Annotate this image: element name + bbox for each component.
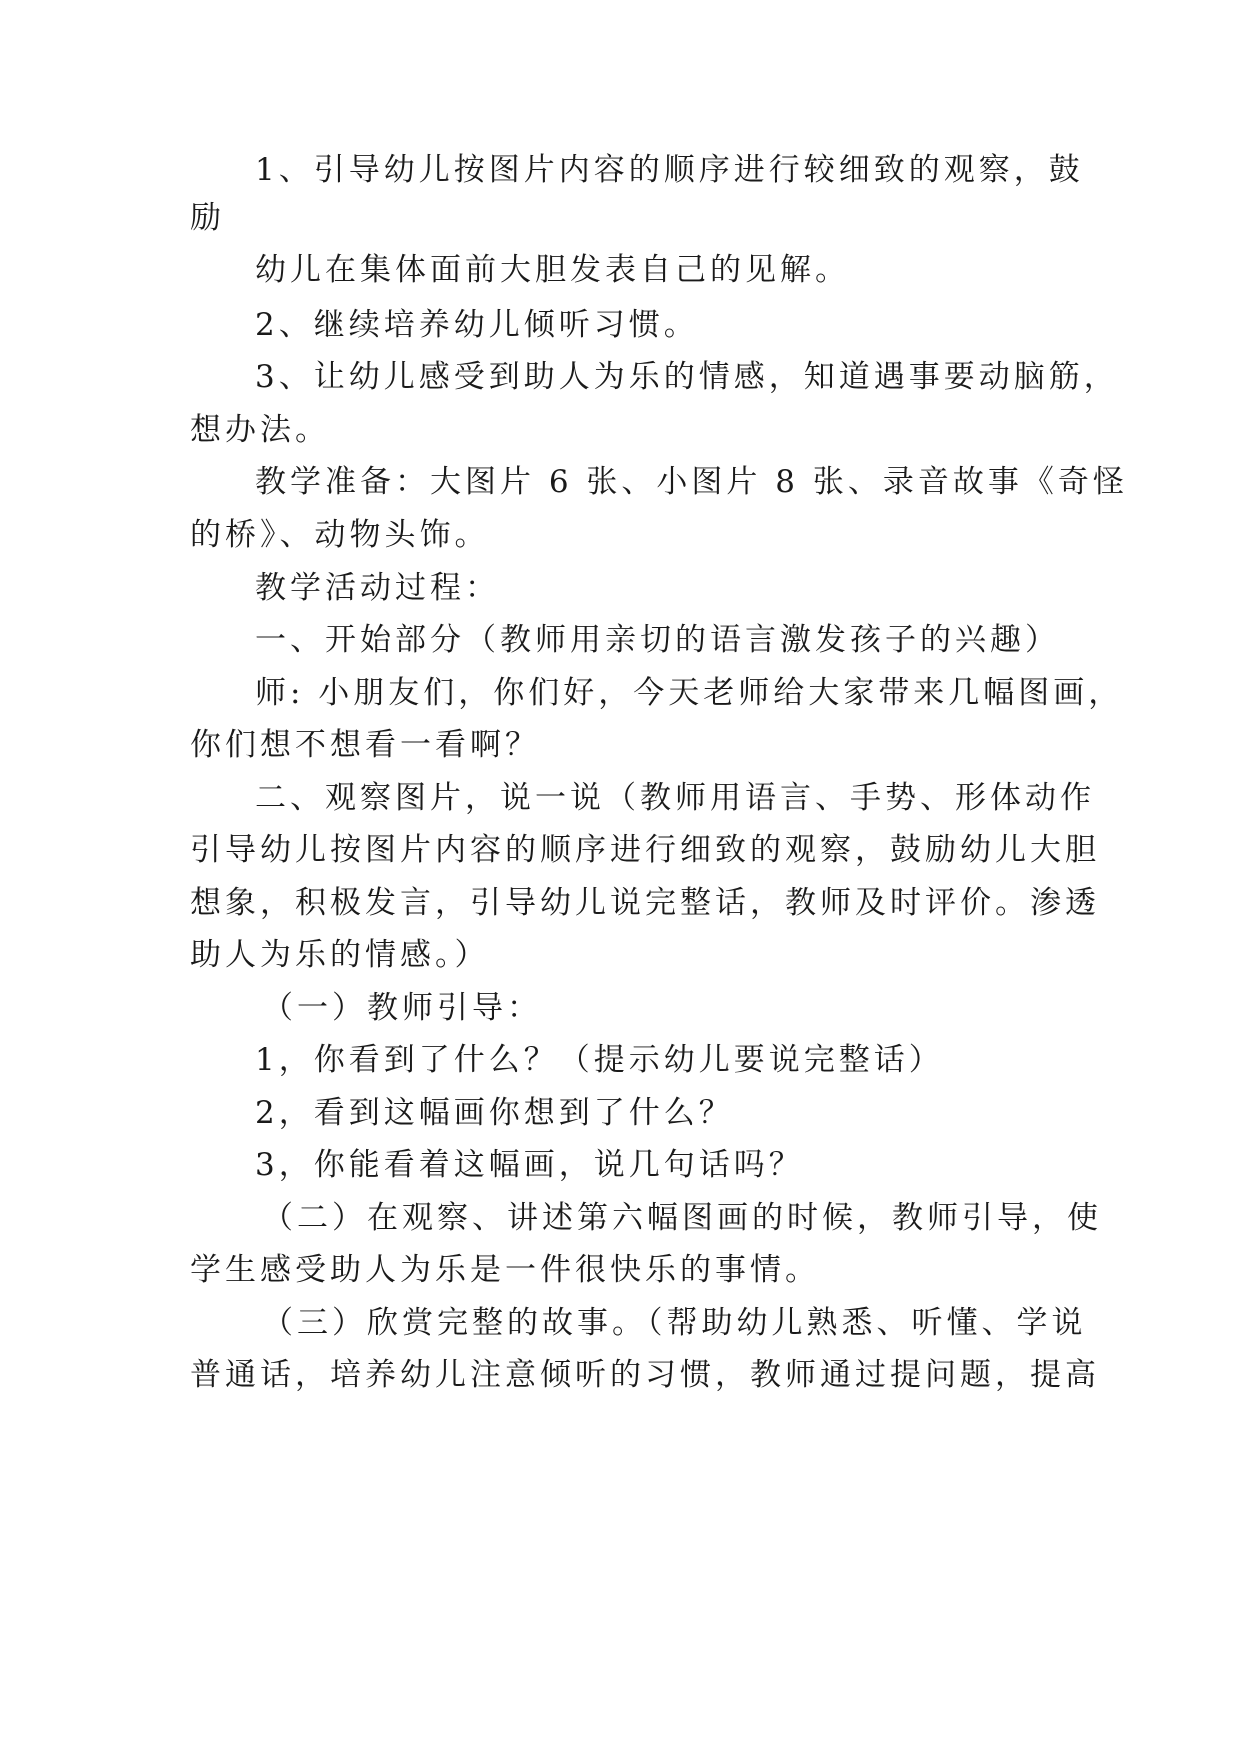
teacher-speech-line-2: 你们想不想看一看啊？ — [190, 727, 540, 763]
question-3: 3，你能看着这幅画，说几句话吗？ — [255, 1147, 804, 1183]
goal-2: 2、继续培养幼儿倾听习惯。 — [255, 307, 699, 343]
process-heading: 教学活动过程： — [255, 570, 500, 606]
section-2-line-3: 想象，积极发言，引导幼儿说完整话，教师及时评价。渗透 — [190, 885, 1100, 921]
goal-1-line-3: 幼儿在集体面前大胆发表自己的见解。 — [255, 252, 850, 288]
goal-3-line-1: 3、让幼儿感受到助人为乐的情感，知道遇事要动脑筋， — [255, 359, 1119, 395]
section-2-line-2: 引导幼儿按图片内容的顺序进行细致的观察，鼓励幼儿大胆 — [190, 832, 1100, 868]
subsection-2-line-1: （二）在观察、讲述第六幅图画的时候，教师引导，使 — [262, 1200, 1102, 1236]
subsection-3-line-2: 普通话，培养幼儿注意倾听的习惯，教师通过提问题，提高 — [190, 1357, 1100, 1393]
section-2-line-4: 助人为乐的情感。） — [190, 937, 490, 973]
preparation-line-1: 教学准备：大图片 6 张、小图片 8 张、录音故事《奇怪 — [255, 464, 1128, 500]
goal-3-line-2: 想办法。 — [190, 412, 330, 448]
question-2: 2，看到这幅画你想到了什么？ — [255, 1095, 734, 1131]
subsection-2-line-2: 学生感受助人为乐是一件很快乐的事情。 — [190, 1252, 820, 1288]
preparation-line-2: 的桥》、动物头饰。 — [190, 517, 490, 553]
goal-1-line-1: 1、引导幼儿按图片内容的顺序进行较细致的观察，鼓 — [255, 152, 1084, 188]
subsection-1-heading: （一）教师引导： — [262, 990, 542, 1026]
teacher-speech-line-1: 师: 小朋友们，你们好，今天老师给大家带来几幅图画， — [255, 675, 1124, 711]
goal-1-line-2: 励 — [190, 200, 225, 236]
question-1: 1，你看到了什么？（提示幼儿要说完整话） — [255, 1042, 944, 1078]
section-2-line-1: 二、观察图片，说一说（教师用语言、手势、形体动作 — [255, 780, 1095, 816]
section-1-heading: 一、开始部分（教师用亲切的语言激发孩子的兴趣） — [255, 622, 1060, 658]
subsection-3-line-1: （三）欣赏完整的故事。（帮助幼儿熟悉、听懂、学说 — [262, 1305, 1087, 1341]
